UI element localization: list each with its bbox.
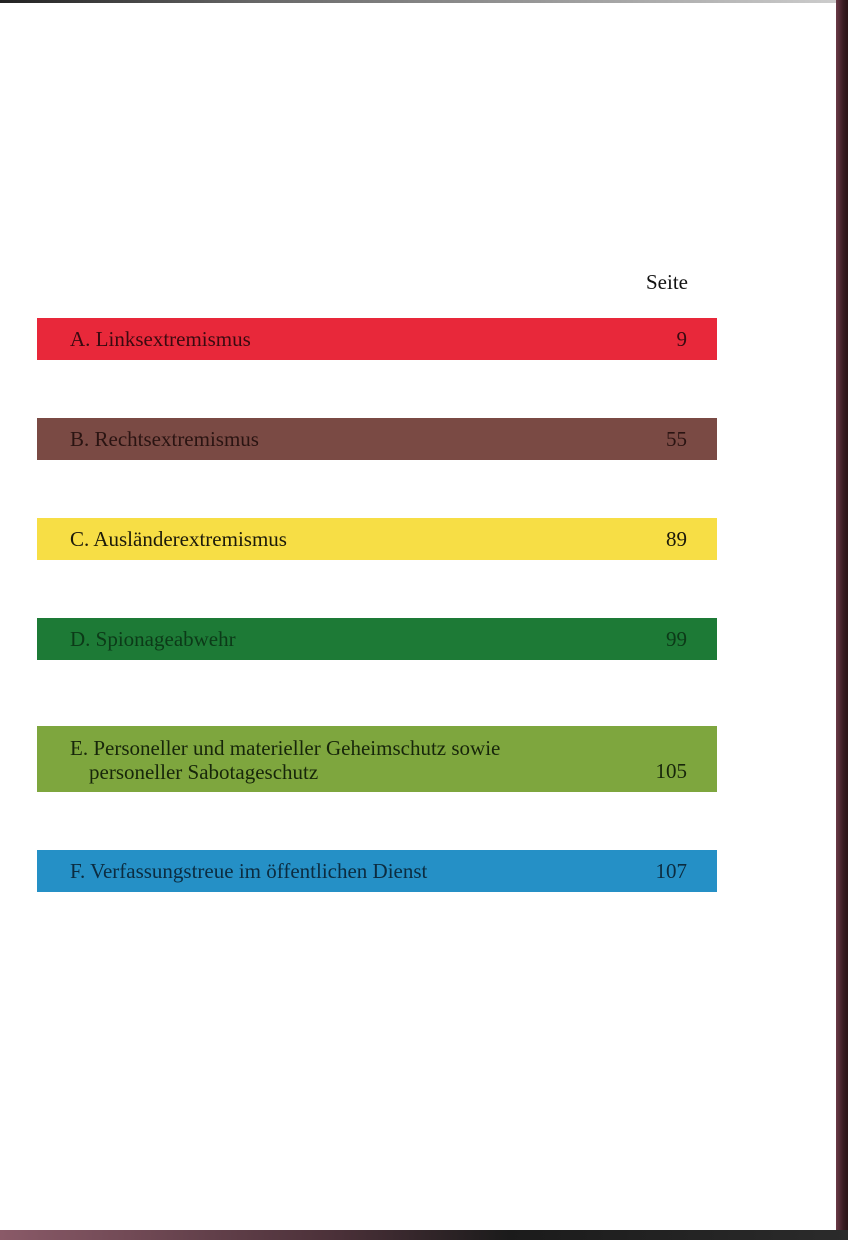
scan-edge-bottom [0,1230,848,1240]
toc-entry-label: B. Rechtsextremismus [70,427,259,451]
toc-entry-b[interactable] [37,418,717,460]
toc-entry-a[interactable] [37,318,717,360]
toc-entry-page: 55 [666,426,687,451]
toc-entry-label [70,736,656,784]
toc-entry-label: D. Spionageabwehr [70,627,236,651]
toc-entry-label: C. Ausländerextremismus [70,527,287,551]
scan-edge-right [836,0,848,1240]
toc-entry-label-line1: E. Personeller und materieller Geheimschutz sowie [70,736,501,760]
toc-entry-label: F. Verfassungstreue im öffentlichen Dienst [70,859,428,883]
toc-entry-page: 9 [676,326,687,351]
page-column-heading: Seite [646,270,688,294]
toc-entry-page: 107 [655,858,687,883]
scan-edge-top [0,0,836,3]
toc-entry-f[interactable] [37,850,717,892]
toc-entry-label-line2: personeller Sabotageschutz [89,760,319,784]
toc-entry-label: A. Linksextremismus [70,327,251,351]
toc-entry-page: 89 [666,526,687,551]
toc-entry-d[interactable] [37,618,717,660]
toc-entry-page: 99 [666,626,687,651]
toc-entry-page: 105 [655,759,687,783]
toc-entry-e[interactable] [37,726,717,792]
toc-entry-c[interactable] [37,518,717,560]
